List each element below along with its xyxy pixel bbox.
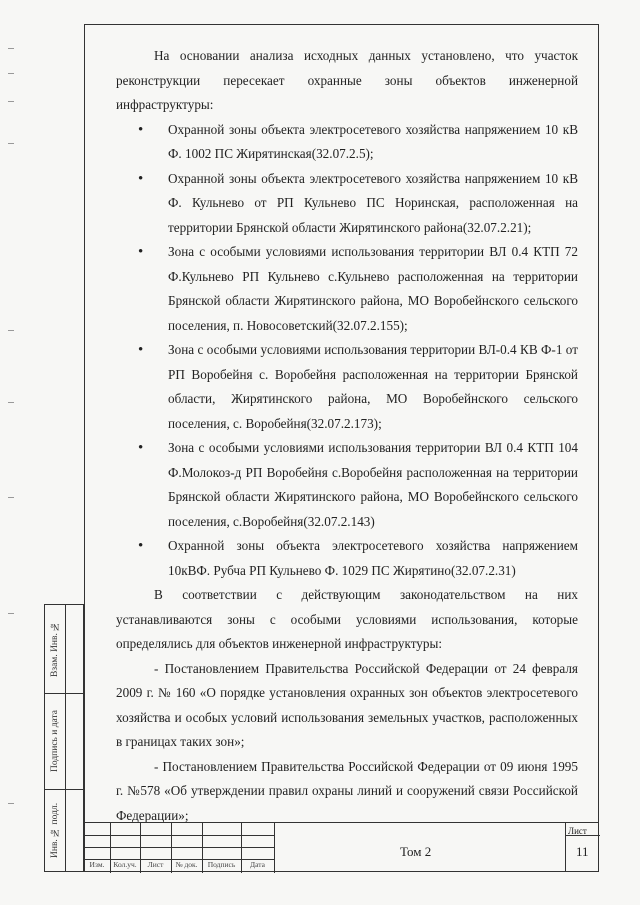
margin-tick: [8, 48, 14, 49]
list-item: • Зона с особыми условиями использования территории ВЛ 0.4 КТП 72 Ф.Кульнево РП Кульнево с.Кульнево расположенная на территории Брянской области Жирятинского района, МО Воробейнского сельского поселения, п. Новосоветский(32.07.2.155);: [132, 240, 578, 338]
tb-col-list: Лист: [147, 860, 164, 869]
margin-tick: [8, 73, 14, 74]
intro-paragraph: На основании анализа исходных данных установлено, что участок реконструкции пересекает охранные зоны объектов инженерной инфраструктуры:: [116, 48, 578, 112]
tb-col-izm: Изм.: [89, 860, 105, 869]
legislation-paragraph: В соответствии с действующим законодательством на них устанавливаются зоны с особыми условиями использования, которые определялись для объектов инженерной инфраструктуры:: [116, 587, 578, 651]
sheet-label: Лист: [568, 826, 587, 836]
document-body: [116, 44, 578, 828]
tb-col-podpis: Подпись: [207, 860, 236, 869]
margin-tick: [8, 402, 14, 403]
side-label-inv: Инв. № подл.: [50, 802, 60, 858]
list-item: • Охранной зоны объекта электросетевого хозяйства напряжением 10 кВ Ф. 1002 ПС Жирятинская(32.07.2.5);: [132, 118, 578, 167]
volume-label: Том 2: [400, 844, 432, 859]
sheet-number: 11: [576, 844, 589, 859]
list-item: • Зона с особыми условиями использования территории ВЛ 0.4 КТП 104 Ф.Молокоз-д РП Воробейня с.Воробейня расположенная на территории Брянской области Жирятинского района, МО Воробейнского сельского поселения, с.Воробейня(32.07.2.143): [132, 436, 578, 534]
side-label-vzam: Взам. Инв. №: [50, 620, 60, 678]
tb-col-doc: № док.: [175, 860, 198, 869]
margin-tick: [8, 497, 14, 498]
list-item: • Охранной зоны объекта электросетевого хозяйства напряжением 10кВФ. Рубча РП Кульнево Ф. 1029 ПС Жирятино(32.07.2.31): [132, 534, 578, 583]
decree-160-paragraph: - Постановлением Правительства Российской Федерации от 24 февраля 2009 г. № 160 «О порядке установления охранных зон объектов электросетевого хозяйства и особых условий использования земельных участков, расположенных в границах таких зон»;: [116, 660, 578, 749]
margin-tick: [8, 803, 14, 804]
zone-list: [116, 118, 578, 584]
tb-hline: [84, 835, 274, 836]
tb-col-data: Дата: [250, 860, 265, 869]
margin-tick: [8, 143, 14, 144]
list-item: • Охранной зоны объекта электросетевого хозяйства напряжением 10 кВ Ф. Кульнево от РП Кульнево ПС Норинская, расположенная на территории Брянской области Жирятинского района(32.07.2.21);: [132, 167, 578, 241]
side-stamp: [44, 604, 84, 872]
tb-hline: [84, 847, 274, 848]
tb-col-koluch: Кол.уч.: [113, 860, 137, 869]
margin-tick: [8, 330, 14, 331]
side-label-podpis: Подпись и дата: [50, 710, 60, 773]
title-block: [84, 822, 599, 873]
decree-578-paragraph: - Постановлением Правительства Российской Федерации от 09 июня 1995 г. №578 «Об утверждении правил охраны линий и сооружений связи Российской Федерации»;: [116, 758, 578, 823]
list-item: • Зона с особыми условиями использования территории ВЛ-0.4 КВ Ф-1 от РП Воробейня с. Воробейня расположенная на территории Брянской области, Жирятинского района, МО Воробейнского сельского поселения, с. Воробейня(32.07.2.173);: [132, 338, 578, 436]
margin-tick: [8, 613, 14, 614]
margin-tick: [8, 101, 14, 102]
tb-vline: [274, 823, 275, 873]
